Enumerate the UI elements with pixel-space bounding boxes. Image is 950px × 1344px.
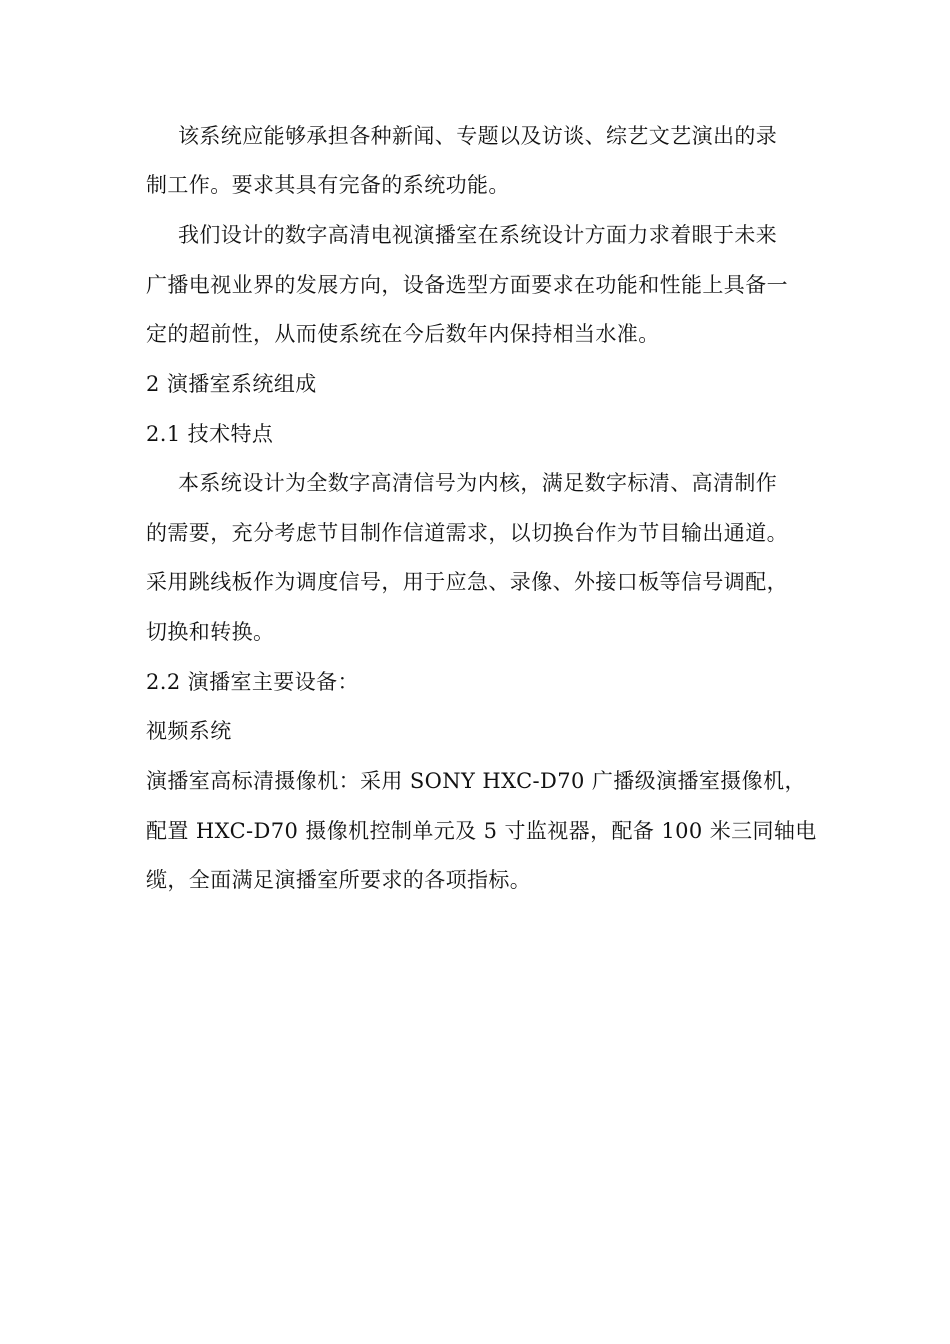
section-heading-2: 2 演播室系统组成 [146, 372, 317, 396]
paragraph-4-line-1: 演播室高标清摄像机：采用 SONY HXC-D70 广播级演播室摄像机， [146, 769, 806, 793]
paragraph-4-line-2: 配置 HXC-D70 摄像机控制单元及 5 寸监视器，配备 100 米三同轴电 [146, 819, 817, 843]
paragraph-2-line-1: 我们设计的数字高清电视演播室在系统设计方面力求着眼于未来 [178, 223, 778, 247]
subheading-video-system: 视频系统 [146, 719, 232, 743]
section-heading-2-2: 2.2 演播室主要设备： [146, 670, 359, 694]
paragraph-2-line-3: 定的超前性，从而使系统在今后数年内保持相当水准。 [146, 322, 660, 346]
paragraph-4-line-3: 缆，全面满足演播室所要求的各项指标。 [146, 868, 532, 892]
paragraph-3-line-2: 的需要，充分考虑节目制作信道需求，以切换台作为节目输出通道。 [146, 521, 788, 545]
section-heading-2-1: 2.1 技术特点 [146, 422, 274, 446]
paragraph-3-line-1: 本系统设计为全数字高清信号为内核，满足数字标清、高清制作 [178, 471, 778, 495]
paragraph-2-line-2: 广播电视业界的发展方向，设备选型方面要求在功能和性能上具备一 [146, 273, 788, 297]
paragraph-1-line-2: 制工作。要求其具有完备的系统功能。 [146, 173, 510, 197]
paragraph-1-line-1: 该系统应能够承担各种新闻、专题以及访谈、综艺文艺演出的录 [178, 124, 778, 148]
paragraph-3-line-4: 切换和转换。 [146, 620, 275, 644]
paragraph-3-line-3: 采用跳线板作为调度信号，用于应急、录像、外接口板等信号调配， [146, 570, 788, 594]
